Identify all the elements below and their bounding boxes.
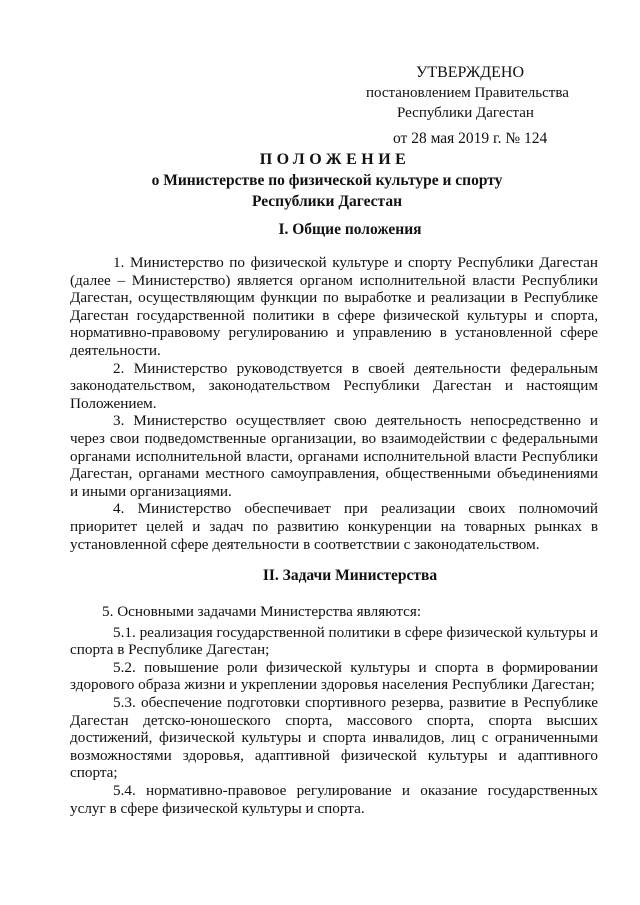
paragraph-2: 2. Министерство руководствуется в своей деятельности федеральным законодательством, законодательством Республики Дагестан и настоящим Положением. bbox=[70, 359, 598, 412]
paragraph-5-3: 5.3. обеспечение подготовки спортивного резерва, развитие в Республике Дагестан детско-юношеского спорта, массового спорта, спорта высших достижений, физической культуры и спорта инвалидов, лиц с ограниченными возможностями здоровья, адаптивной физической культуры и адаптивного спорта; bbox=[70, 693, 598, 782]
title-republic: Республики Дагестан bbox=[251, 193, 403, 210]
approval-decree: постановлением Правительства bbox=[366, 85, 569, 101]
title-subject: о Министерстве по физической культуре и спорту bbox=[151, 172, 503, 189]
paragraph-5-4: 5.4. нормативно-правовое регулирование и оказание государственных услуг в сфере физической культуры и спорта. bbox=[70, 781, 598, 817]
section-2-body bbox=[70, 603, 598, 817]
paragraph-5: 5. Основными задачами Министерства являются: bbox=[102, 603, 422, 620]
paragraph-3: 3. Министерство осуществляет свою деятельность непосредственно и через свои подведомственные организации, во взаимодействии с федеральными органами исполнительной власти, органами исполнительной власти Республики Дагестан, органами местного самоуправления, общественными объединениями и иными организациями. bbox=[70, 412, 598, 500]
section-2-title: II. Задачи Министерства bbox=[262, 567, 438, 584]
title-heading: ПОЛОЖЕНИЕ bbox=[259, 151, 411, 168]
document-title bbox=[0, 149, 640, 212]
approval-date-number: от 28 мая 2019 г. № 124 bbox=[393, 130, 548, 147]
approval-stamp bbox=[366, 63, 616, 149]
paragraph-1: 1. Министерство по физической культуре и спорту Республики Дагестан (далее – Министерство) является органом исполнительной власти Республики Дагестан, осуществляющим функции по выработке и реализации в Республике Дагестан государственной политики в сфере физической культуры и спорта, нормативно-правовому регулированию и управлению в установленной сфере деятельности. bbox=[70, 254, 598, 359]
paragraph-5-2: 5.2. повышение роли физической культуры и спорта в формировании здорового образа жизни и укреплении здоровья населения Республики Дагестан; bbox=[70, 658, 598, 694]
approval-republic: Республики Дагестан bbox=[397, 105, 534, 121]
paragraph-5-1: 5.1. реализация государственной политики в сфере физической культуры и спорта в Республике Дагестан; bbox=[70, 623, 598, 659]
approval-heading: УТВЕРЖДЕНО bbox=[416, 64, 525, 81]
section-1-title: I. Общие положения bbox=[278, 221, 422, 238]
paragraph-4: 4. Министерство обеспечивает при реализации своих полномочий приоритет целей и задач по развитию конкуренции на товарных рынках в установленной сфере деятельности в соответствии с законодательством. bbox=[70, 500, 598, 553]
section-1-body bbox=[70, 254, 598, 553]
